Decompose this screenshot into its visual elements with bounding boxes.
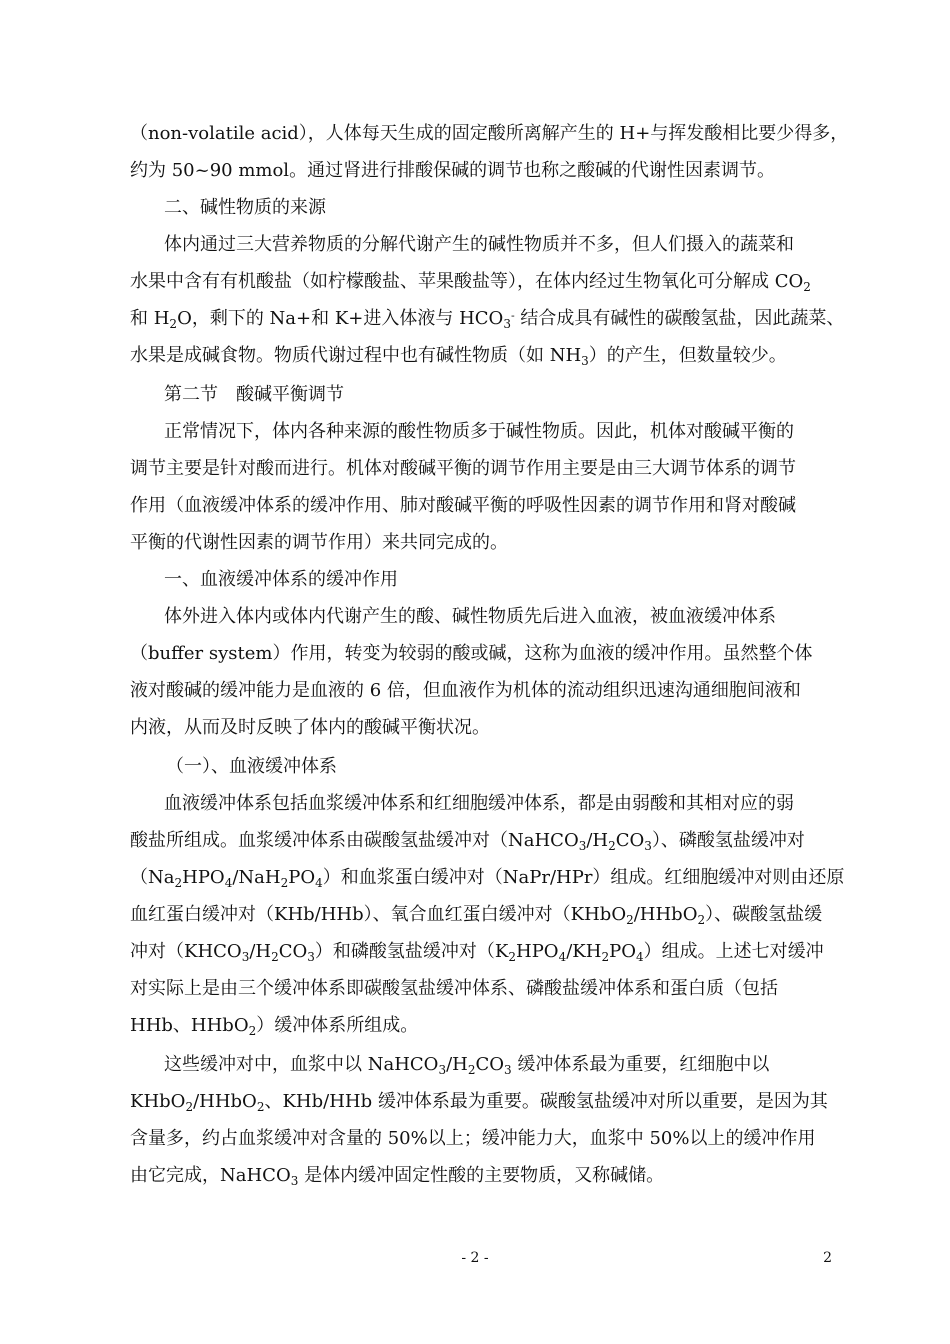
text: ）和血浆蛋白缓冲对（NaPr/HPr）组成。红细胞缓冲对则由还原 [322,867,845,888]
subscript: 2 [185,1100,194,1114]
paragraph-line [130,642,835,666]
text: 水果中含有有机酸盐（如柠檬酸盐、苹果酸盐等），在体内经过生物氧化可分解成 CO [130,271,804,292]
subscript: 2 [174,876,183,890]
text: CO [278,941,308,962]
text: 由它完成，NaHCO [130,1165,291,1186]
page-number-right: 2 [823,1250,832,1266]
text: 约为 50~90 mmol。通过肾进行排酸保碱的调节也称之酸碱的代谢性因素调节。 [130,160,776,181]
subscript: 2 [803,280,811,294]
text: （non-volatile acid），人体每天生成的固定酸所离解产生的 H+与挥发酸相比要少得多， [130,123,849,144]
text: /KH [566,941,602,962]
text: CO [615,830,645,851]
text: 是体内缓冲固定性酸的主要物质，又称碱储。 [298,1165,665,1186]
text: 内液，从而及时反映了体内的酸碱平衡状况。 [130,717,490,738]
subscript: 2 [508,950,516,964]
text: 和 H [130,308,170,329]
subscript: 4 [315,876,323,890]
paragraph-line [130,159,835,183]
text: 血红蛋白缓冲对（KHb/HHb）、氧合血红蛋白缓冲对（KHbO [130,904,627,925]
superscript: - [510,309,515,322]
text: 平衡的代谢性因素的调节作用）来共同完成的。 [130,532,508,553]
text: （Na [130,867,175,888]
paragraph-line [130,1164,835,1188]
text: 体内通过三大营养物质的分解代谢产生的碱性物质并不多，但人们摄入的蔬菜和 [164,234,794,255]
paragraph-line [130,866,845,890]
paragraph-line [130,829,835,853]
subscript: 2 [601,950,610,964]
paragraph-line [130,940,835,964]
subscript: 4 [224,876,233,890]
page-number-center: - 2 - [461,1250,489,1266]
text: 调节主要是针对酸而进行。机体对酸碱平衡的调节作用主要是由三大调节体系的调节 [130,458,796,479]
text: HPO [516,941,559,962]
subscript: 2 [256,1100,265,1114]
subscript: 3 [438,1063,447,1077]
text: /HHbO [633,904,698,925]
paragraph-line [130,903,835,927]
text: 血液缓冲体系包括血浆缓冲体系和红细胞缓冲体系，都是由弱酸和其相对应的弱 [164,793,794,814]
text: 第二节 酸碱平衡调节 [164,384,344,405]
paragraph-line [164,1053,835,1077]
paragraph-line [130,122,849,146]
paragraph-line [130,457,835,481]
paragraph-line [130,1090,835,1114]
text: O，剩下的 Na+和 K+进入体液与 HCO [177,308,504,329]
subscript: 2 [467,1063,476,1077]
text: 缓冲体系最为重要，红细胞中以 [511,1054,770,1075]
text: /H [586,830,609,851]
subscript: 3 [504,1063,512,1077]
text: 一、血液缓冲体系的缓冲作用 [164,569,398,590]
subscript: 3 [581,354,589,368]
subscript: 2 [608,839,616,853]
text: 水果是成碱食物。物质代谢过程中也有碱性物质（如 NH [130,345,582,366]
text: ）、磷酸氢盐缓冲对 [651,830,805,851]
text: 体外进入体内或体内代谢产生的酸、碱性物质先后进入血液，被血液缓冲体系 [164,606,776,627]
text: 这些缓冲对中，血浆中以 NaHCO [164,1054,439,1075]
paragraph-line [130,344,835,368]
subscript: 2 [271,950,279,964]
paragraph-line [130,716,835,740]
paragraph-line [164,233,835,257]
text: 作用（血液缓冲体系的缓冲作用、肺对酸碱平衡的呼吸性因素的调节作用和肾对酸碱 [130,495,796,516]
subscript: 3 [241,950,250,964]
subscript: 3 [578,839,587,853]
subscript: 2 [280,876,289,890]
text: /H [446,1054,468,1075]
chapter-section-heading [164,383,869,407]
subscript: 3 [644,839,652,853]
text: 含量多，约占血浆缓冲对含量的 50%以上；缓冲能力大，血浆中 50%以上的缓冲作用 [130,1128,816,1149]
paragraph-line [130,1127,835,1151]
text: 、KHb/HHb 缓冲体系最为重要。碳酸氢盐缓冲对所以重要，是因为其 [264,1091,828,1112]
subscript: 3 [307,950,315,964]
text: HPO [182,867,225,888]
text: 对实际上是由三个缓冲体系即碳酸氢盐缓冲体系、磷酸盐缓冲体系和蛋白质（包括 [130,978,778,999]
text: HHb、HHbO [130,1015,249,1036]
text: KHbO [130,1091,186,1112]
subscript: 3 [290,1174,299,1188]
subsection-heading [166,755,871,779]
subscript: 2 [169,317,178,331]
paragraph-line [130,1014,835,1038]
text: /NaH [232,867,281,888]
text: /HHbO [193,1091,257,1112]
subscript: 4 [635,950,644,964]
text: 正常情况下，体内各种来源的酸性物质多于碱性物质。因此，机体对酸碱平衡的 [164,421,794,442]
subscript: 4 [558,950,567,964]
section-heading [164,196,869,220]
subscript: 2 [626,913,634,927]
text: 冲对（KHCO [130,941,242,962]
paragraph-line [130,531,835,555]
text: PO [609,941,636,962]
text: （一）、血液缓冲体系 [166,756,337,777]
text: CO [475,1054,505,1075]
paragraph-line [130,679,835,703]
text: ）和磷酸氢盐缓冲对（K [314,941,509,962]
paragraph-line [164,792,835,816]
text: 结合成具有碱性的碳酸氢盐，因此蔬菜、 [514,308,845,329]
paragraph-line [130,270,835,294]
text: /H [249,941,272,962]
section-heading [164,568,869,592]
paragraph-line [130,977,835,1001]
text: 酸盐所组成。血浆缓冲体系由碳酸氢盐缓冲对（NaHCO [130,830,579,851]
text: ）、碳酸氢盐缓 [705,904,823,925]
text: ）组成。上述七对缓冲 [643,941,824,962]
paragraph-line [164,605,835,629]
text: PO [288,867,316,888]
text: 二、碱性物质的来源 [164,197,326,218]
text: 液对酸碱的缓冲能力是血液的 6 倍，但血液作为机体的流动组织迅速沟通细胞间液和 [130,680,801,701]
paragraph-line [130,494,835,518]
subscript: 2 [248,1024,257,1038]
paragraph-line [130,307,845,331]
paragraph-line [164,420,835,444]
text: （buffer system）作用，转变为较弱的酸或碱，这称为血液的缓冲作用。虽然整个体 [130,643,813,664]
text: ）的产生，但数量较少。 [588,345,787,366]
text: ）缓冲体系所组成。 [256,1015,419,1036]
subscript: 2 [697,913,706,927]
subscript: 3 [503,317,511,331]
